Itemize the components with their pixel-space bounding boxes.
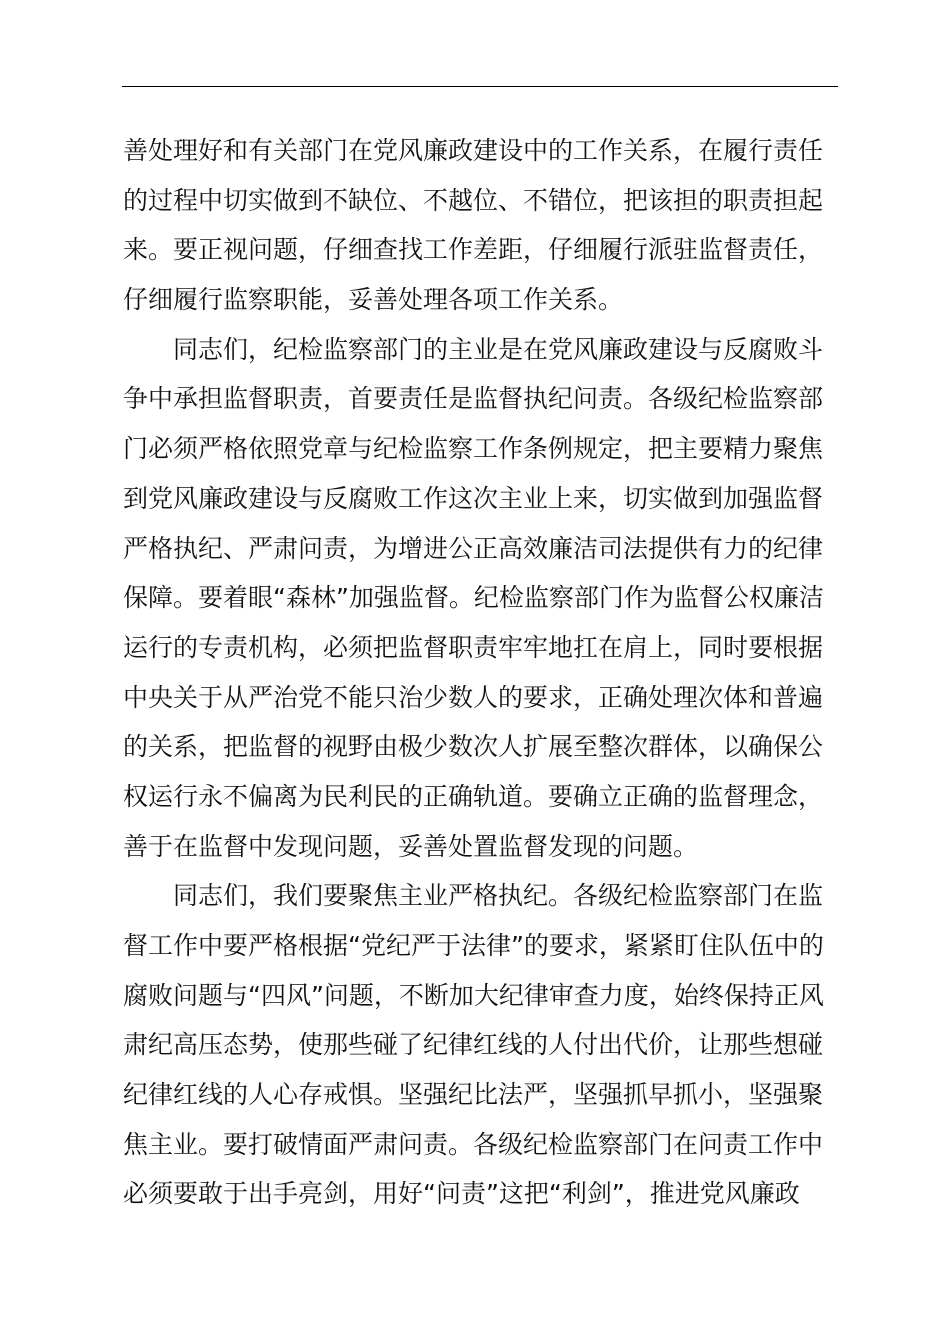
text-line: 保障。要着眼“森林”加强监督。纪检监察部门作为监督公权廉洁 (123, 583, 824, 613)
text-line: 同志们，纪检监察部门的主业是在党风廉政建设与反腐败斗 (173, 334, 824, 364)
body-text (123, 126, 843, 1219)
header-rule (122, 86, 838, 87)
text-line: 腐败问题与“四风”问题，不断加大纪律审查力度，始终保持正风 (123, 980, 824, 1010)
text-line: 纪律红线的人心存戒惧。坚强纪比法严，坚强抓早抓小，坚强聚 (123, 1080, 824, 1110)
text-line: 必须要敢于出手亮剑，用好“问责”这把“利剑”，推进党风廉政 (123, 1179, 800, 1209)
text-line: 争中承担监督职责，首要责任是监督执纪问责。各级纪检监察部 (123, 384, 824, 414)
text-line: 权运行永不偏离为民利民的正确轨道。要确立正确的监督理念， (123, 781, 824, 811)
text-line: 严格执纪、严肃问责，为增进公正高效廉洁司法提供有力的纪律 (123, 533, 824, 563)
text-line: 到党风廉政建设与反腐败工作这次主业上来，切实做到加强监督 (123, 483, 824, 513)
text-line: 督工作中要严格根据“党纪严于法律”的要求，紧紧盯住队伍中的 (123, 931, 824, 960)
text-line: 的过程中切实做到不缺位、不越位、不错位，把该担的职责担起 (123, 185, 824, 215)
text-line: 来。要正视问题，仔细查找工作差距，仔细履行派驻监督责任， (123, 235, 824, 265)
text-line: 中央关于从严治党不能只治少数人的要求，正确处理次体和普遍 (123, 682, 824, 712)
text-line: 仔细履行监察职能，妥善处理各项工作关系。 (123, 285, 624, 315)
text-line: 同志们，我们要聚焦主业严格执纪。各级纪检监察部门在监 (173, 881, 824, 911)
text-line: 善处理好和有关部门在党风廉政建设中的工作关系，在履行责任 (123, 136, 824, 165)
text-line: 的关系，把监督的视野由极少数次人扩展至整次群体，以确保公 (123, 732, 824, 762)
text-line: 肃纪高压态势，使那些碰了纪律红线的人付出代价，让那些想碰 (123, 1030, 824, 1060)
text-line: 焦主业。要打破情面严肃问责。各级纪检监察部门在问责工作中 (123, 1129, 824, 1159)
text-line: 善于在监督中发现问题，妥善处置监督发现的问题。 (123, 831, 699, 861)
text-line: 门必须严格依照党章与纪检监察工作条例规定，把主要精力聚焦 (123, 434, 824, 464)
text-line: 运行的专责机构，必须把监督职责牢牢地扛在肩上，同时要根据 (123, 632, 824, 662)
